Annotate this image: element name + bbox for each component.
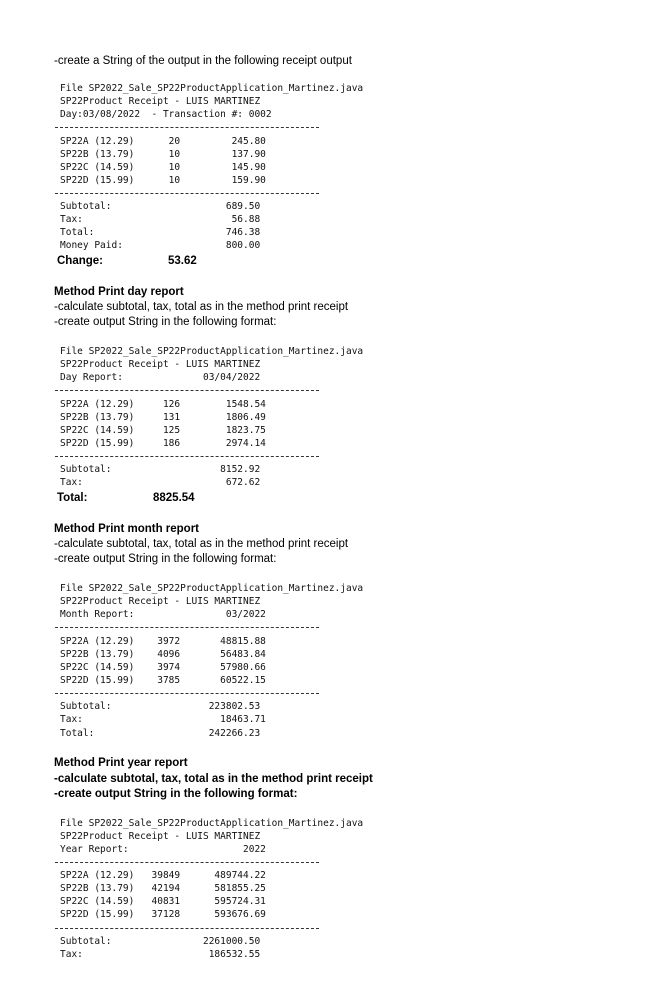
month-subtotal: Subtotal: 223802.53 [60, 701, 261, 712]
receipt-tax: Tax: 56.88 [60, 214, 261, 225]
day-row: SP22D (15.99) 186 2974.14 [60, 438, 266, 449]
divider [55, 193, 319, 194]
receipt-day-line: Day:03/08/2022 - Transaction #: 0002 [60, 109, 272, 120]
receipt-total: Total: 746.38 [60, 227, 261, 238]
receipt-file-line: File SP2022_Sale_SP22ProductApplication_Martinez.java [60, 83, 364, 94]
year-row: SP22A (12.29) 39849 489744.22 [60, 870, 266, 881]
year-report-instruction-2: -create output String in the following format: [54, 788, 298, 800]
year-row: SP22B (13.79) 42194 581855.25 [60, 883, 266, 894]
divider [55, 693, 319, 694]
year-row: SP22C (14.59) 40831 595724.31 [60, 896, 266, 907]
month-file-line: File SP2022_Sale_SP22ProductApplication_Martinez.java [60, 583, 364, 594]
year-subtotal: Subtotal: 2261000.50 [60, 936, 261, 947]
month-total: Total: 242266.23 [60, 728, 261, 739]
receipt-money-paid: Money Paid: 800.00 [60, 240, 261, 251]
day-report-heading: Method Print day report [54, 286, 184, 298]
month-header-line: SP22Product Receipt - LUIS MARTINEZ [60, 596, 261, 607]
month-row: SP22B (13.79) 4096 56483.84 [60, 649, 266, 660]
intro-text: -create a String of the output in the following receipt output [54, 55, 352, 67]
month-row: SP22D (15.99) 3785 60522.15 [60, 675, 266, 686]
divider [55, 390, 319, 391]
year-file-line: File SP2022_Sale_SP22ProductApplication_Martinez.java [60, 818, 364, 829]
day-subtotal: Subtotal: 8152.92 [60, 464, 261, 475]
receipt-row: SP22A (12.29) 20 245.80 [60, 136, 266, 147]
receipt-row: SP22B (13.79) 10 137.90 [60, 149, 266, 160]
day-total-value: 8825.54 [153, 492, 195, 504]
day-report-instruction-1: -calculate subtotal, tax, total as in the method print receipt [54, 301, 349, 313]
month-report-line: Month Report: 03/2022 [60, 609, 266, 620]
year-tax: Tax: 186532.55 [60, 949, 261, 960]
receipt-subtotal: Subtotal: 689.50 [60, 201, 261, 212]
month-report-instruction-1: -calculate subtotal, tax, total as in the method print receipt [54, 538, 349, 550]
receipt-row: SP22D (15.99) 10 159.90 [60, 175, 266, 186]
divider [55, 127, 319, 128]
month-row: SP22A (12.29) 3972 48815.88 [60, 636, 266, 647]
day-row: SP22A (12.29) 126 1548.54 [60, 399, 266, 410]
divider [55, 928, 319, 929]
year-report-instruction-1: -calculate subtotal, tax, total as in the method print receipt [54, 773, 373, 785]
divider [55, 627, 319, 628]
divider [55, 862, 319, 863]
month-report-instruction-2: -create output String in the following format: [54, 553, 277, 565]
day-report-instruction-2: -create output String in the following format: [54, 316, 277, 328]
year-header-line: SP22Product Receipt - LUIS MARTINEZ [60, 831, 261, 842]
year-report-line: Year Report: 2022 [60, 844, 266, 855]
receipt-header-line: SP22Product Receipt - LUIS MARTINEZ [60, 96, 261, 107]
receipt-change-label: Change: [57, 255, 103, 267]
day-tax: Tax: 672.62 [60, 477, 261, 488]
day-header-line: SP22Product Receipt - LUIS MARTINEZ [60, 359, 261, 370]
receipt-row: SP22C (14.59) 10 145.90 [60, 162, 266, 173]
year-row: SP22D (15.99) 37128 593676.69 [60, 909, 266, 920]
month-row: SP22C (14.59) 3974 57980.66 [60, 662, 266, 673]
day-row: SP22B (13.79) 131 1806.49 [60, 412, 266, 423]
day-row: SP22C (14.59) 125 1823.75 [60, 425, 266, 436]
year-report-heading: Method Print year report [54, 757, 188, 769]
day-file-line: File SP2022_Sale_SP22ProductApplication_Martinez.java [60, 346, 364, 357]
receipt-change-value: 53.62 [168, 255, 197, 267]
day-total-label: Total: [57, 492, 88, 504]
month-report-heading: Method Print month report [54, 523, 200, 535]
day-report-line: Day Report: 03/04/2022 [60, 372, 261, 383]
month-tax: Tax: 18463.71 [60, 714, 266, 725]
divider [55, 456, 319, 457]
